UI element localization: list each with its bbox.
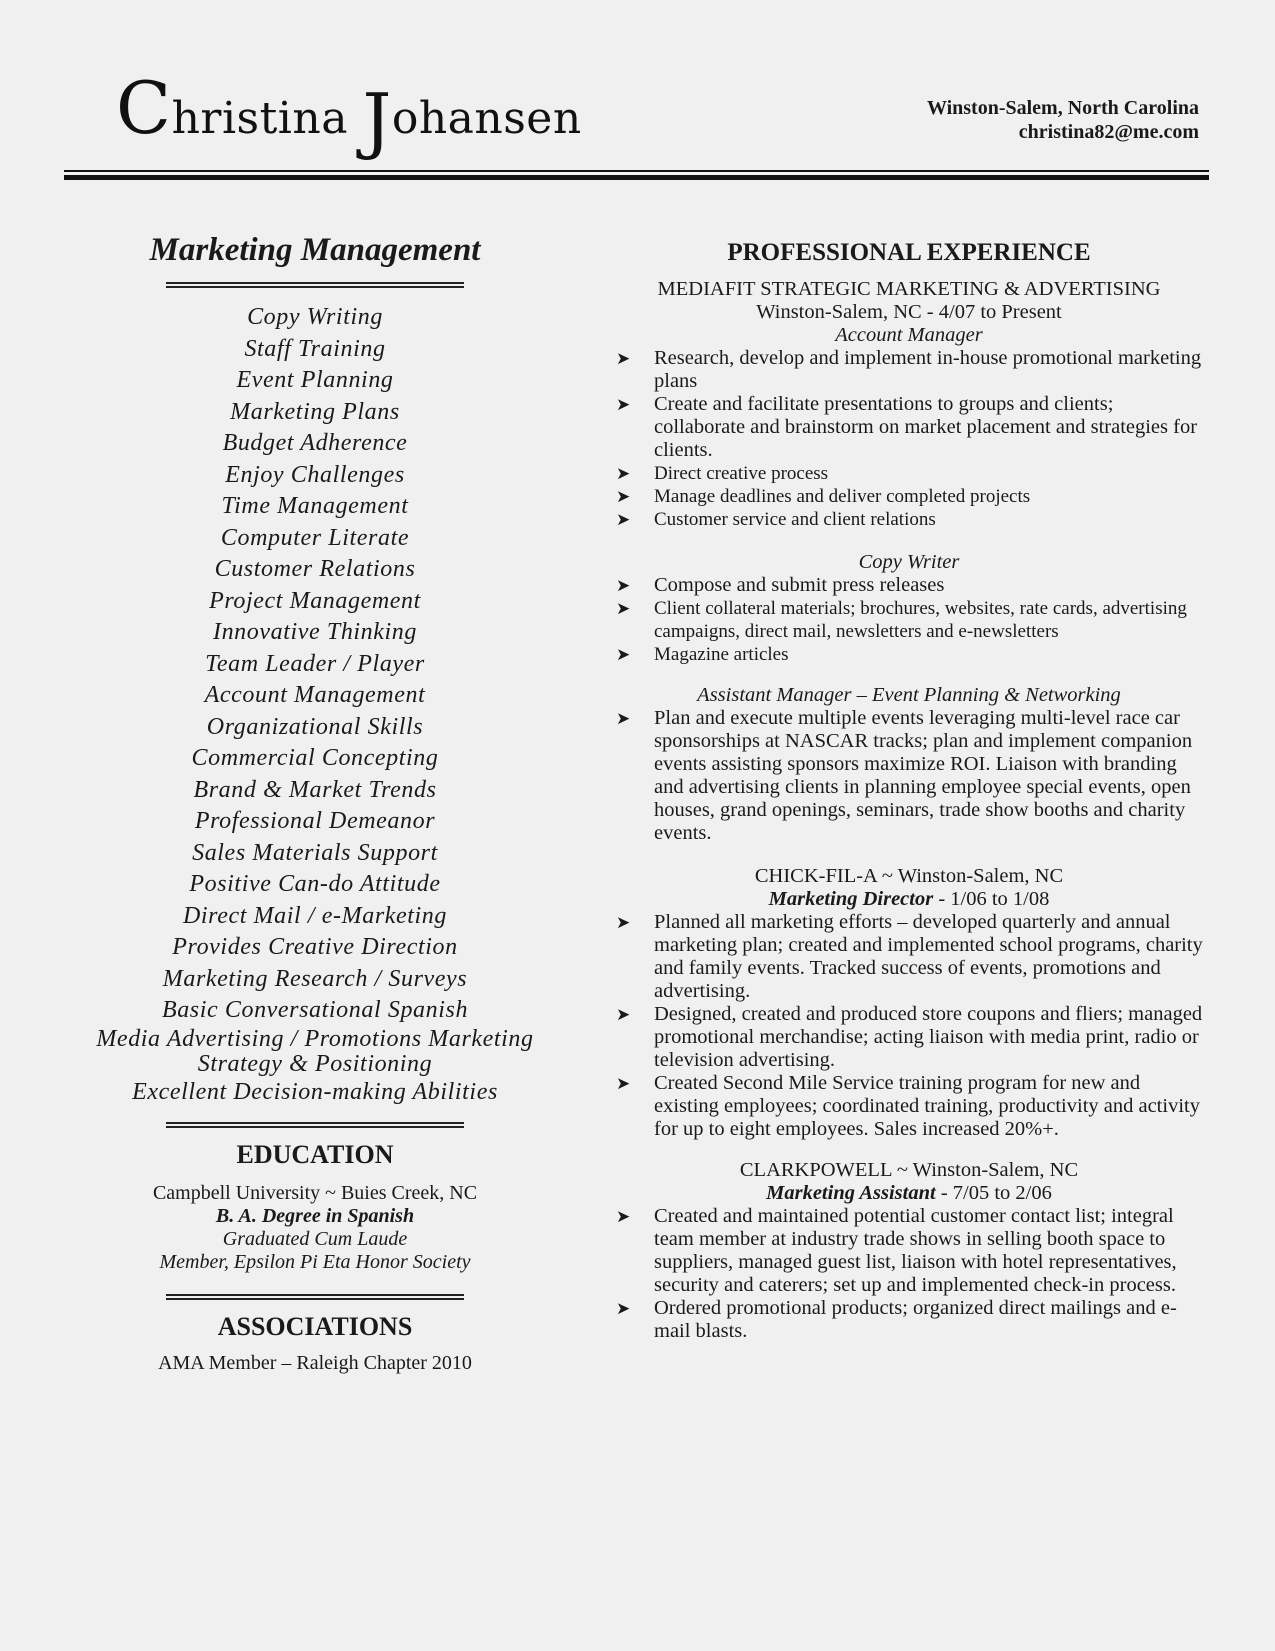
job-bullets — [614, 707, 1204, 845]
bullet-item: ➤ Client collateral materials; brochures, websites, rate cards, advertising campaigns, direct mail, newsletters and e-newsletters — [616, 598, 1187, 642]
education-block — [80, 1182, 550, 1274]
name-first-initial: C — [116, 66, 172, 150]
education-degree: B. A. Degree in Spanish — [215, 1205, 415, 1227]
email: christina82@me.com — [1018, 121, 1199, 143]
arrow-bullet-icon: ➤ — [616, 709, 631, 728]
education-school: Campbell University ~ Buies Creek, NC — [152, 1182, 478, 1204]
arrow-bullet-icon: ➤ — [616, 1299, 631, 1318]
skill-item: Enjoy Challenges — [225, 461, 405, 488]
bullet-item: ➤ Planned all marketing efforts – developed quarterly and annual marketing plan; created and implemented school programs, charity and family events. Tracked success of events, promotions and advertising. — [616, 911, 1203, 1002]
arrow-bullet-icon: ➤ — [616, 1074, 631, 1093]
skill-item: Organizational Skills — [206, 713, 424, 740]
skill-item: Commercial Concepting — [191, 745, 439, 771]
arrow-bullet-icon: ➤ — [616, 487, 631, 506]
arrow-bullet-icon: ➤ — [616, 349, 631, 368]
name-last-initial: J — [362, 78, 392, 162]
job-role: Copy Writer — [858, 551, 960, 573]
arrow-bullet-icon: ➤ — [616, 576, 631, 595]
skill-item: Event Planning — [236, 367, 394, 393]
left-column — [80, 228, 550, 1375]
skill-item: Media Advertising / Promotions Marketing — [96, 1025, 534, 1052]
skill-item: Direct Mail / e-Marketing — [182, 902, 448, 929]
name-last-rest: ohansen — [391, 93, 582, 144]
skill-item: Budget Adherence — [222, 430, 408, 456]
bullet-item: ➤ Manage deadlines and deliver completed projects — [616, 486, 1031, 507]
arrow-bullet-icon: ➤ — [616, 913, 631, 932]
job-role: Account Manager — [835, 324, 983, 346]
skill-item: Brand & Market Trends — [193, 776, 437, 803]
contact-info — [927, 96, 1199, 144]
bullet-item: ➤ Create and facilitate presentations to groups and clients; collaborate and brainstorm on market placement and strategies for clients. — [616, 393, 1198, 461]
header-rule-thin — [64, 170, 1209, 172]
skill-item: Strategy & Positioning — [197, 1050, 433, 1077]
skill-item: Computer Literate — [220, 524, 410, 551]
bullet-item: ➤ Customer service and client relations — [616, 509, 936, 530]
arrow-bullet-icon: ➤ — [616, 1207, 631, 1226]
bullet-item: ➤ Created Second Mile Service training program for new and existing employees; coordinated training, productivity and activity for up to eight employees. Sales increased 20%+. — [616, 1072, 1200, 1140]
skills-title: Marketing Management — [149, 232, 481, 268]
bullet-item: ➤ Created and maintained potential customer contact list; integral team member at industry trade shows in selling booth space to suppliers, managed guest list, liaison with hotel representatives, security and caterers; set up and implemented check-in process. — [616, 1205, 1177, 1296]
divider — [166, 1294, 464, 1300]
divider — [166, 1122, 464, 1128]
job-dates: - 7/05 to 2/06 — [935, 1182, 1052, 1204]
job-company: CLARKPOWELL ~ Winston-Salem, NC — [739, 1159, 1079, 1181]
arrow-bullet-icon: ➤ — [616, 464, 631, 483]
arrow-bullet-icon: ➤ — [616, 599, 631, 618]
job-bullets — [614, 1205, 1204, 1343]
skill-item: Provides Creative Direction — [172, 934, 458, 960]
associations-heading: ASSOCIATIONS — [217, 1312, 413, 1341]
candidate-name — [116, 66, 582, 162]
job-bullets — [614, 574, 1204, 666]
job-location-dates: Winston-Salem, NC - 4/07 to Present — [756, 301, 1062, 323]
skill-item: Copy Writing — [247, 304, 383, 330]
job-dates: - 1/06 to 1/08 — [933, 888, 1050, 910]
job-role-line — [614, 1182, 1204, 1205]
name-first-rest: hristina — [171, 93, 348, 144]
job-role: Assistant Manager – Event Planning & Networking — [697, 684, 1121, 706]
education-heading: EDUCATION — [236, 1140, 394, 1169]
job-bullets — [614, 347, 1204, 531]
bullet-item: ➤ Plan and execute multiple events leveraging multi-level race car sponsorships at NASCAR tracks; plan and implement companion events assisting sponsors maximize ROI. Liaison with branding and advertising clients in planning employee special events, open houses, grand openings, seminars, trade show booths and charity events. — [616, 707, 1193, 844]
experience-heading: PROFESSIONAL EXPERIENCE — [727, 239, 1091, 266]
job-company: CHICK-FIL-A ~ Winston-Salem, NC — [754, 865, 1064, 887]
skill-item: Sales Materials Support — [192, 839, 438, 866]
job-role: Marketing Assistant — [766, 1182, 936, 1204]
job-role-line — [614, 888, 1204, 911]
skill-item: Professional Demeanor — [194, 808, 436, 834]
skill-item: Innovative Thinking — [212, 619, 418, 645]
skills-list — [80, 302, 550, 1108]
bullet-item: ➤ Designed, created and produced store coupons and fliers; managed promotional merchandise; acting liaison with media print, radio or television advertising. — [616, 1003, 1203, 1071]
skill-item: Excellent Decision-making Abilities — [132, 1078, 498, 1105]
associations-item: AMA Member – Raleigh Chapter 2010 — [158, 1352, 472, 1374]
education-society: Member, Epsilon Pi Eta Honor Society — [159, 1251, 471, 1273]
skill-item: Team Leader / Player — [205, 650, 425, 677]
bullet-item: ➤ Magazine articles — [616, 644, 789, 665]
skill-item: Basic Conversational Spanish — [161, 997, 469, 1023]
skill-item: Time Management — [221, 493, 409, 519]
skill-item: Customer Relations — [214, 556, 416, 582]
right-column — [614, 236, 1204, 1343]
job-bullets — [614, 911, 1204, 1141]
arrow-bullet-icon: ➤ — [616, 645, 631, 664]
job-role: Marketing Director — [768, 888, 934, 910]
bullet-item: ➤ Research, develop and implement in-house promotional marketing plans — [616, 347, 1202, 392]
header-rule-thick — [64, 175, 1209, 180]
skill-item: Marketing Plans — [230, 398, 400, 425]
education-honor: Graduated Cum Laude — [222, 1228, 408, 1250]
skill-item: Account Management — [204, 682, 426, 708]
skill-item: Positive Can-do Attitude — [189, 871, 441, 897]
arrow-bullet-icon: ➤ — [616, 1005, 631, 1024]
location: Winston-Salem, North Carolina — [926, 97, 1199, 119]
bullet-item: ➤ Compose and submit press releases — [616, 574, 945, 596]
skill-item: Marketing Research / Surveys — [162, 965, 468, 992]
skill-item: Project Management — [209, 587, 421, 614]
bullet-item: ➤ Direct creative process — [616, 463, 829, 484]
skill-item: Staff Training — [244, 335, 386, 362]
arrow-bullet-icon: ➤ — [616, 395, 631, 414]
divider — [166, 282, 464, 288]
bullet-item: ➤ Ordered promotional products; organized direct mailings and e-mail blasts. — [616, 1297, 1177, 1342]
arrow-bullet-icon: ➤ — [616, 510, 631, 529]
job-company: MEDIAFIT STRATEGIC MARKETING & ADVERTISING — [657, 278, 1161, 300]
